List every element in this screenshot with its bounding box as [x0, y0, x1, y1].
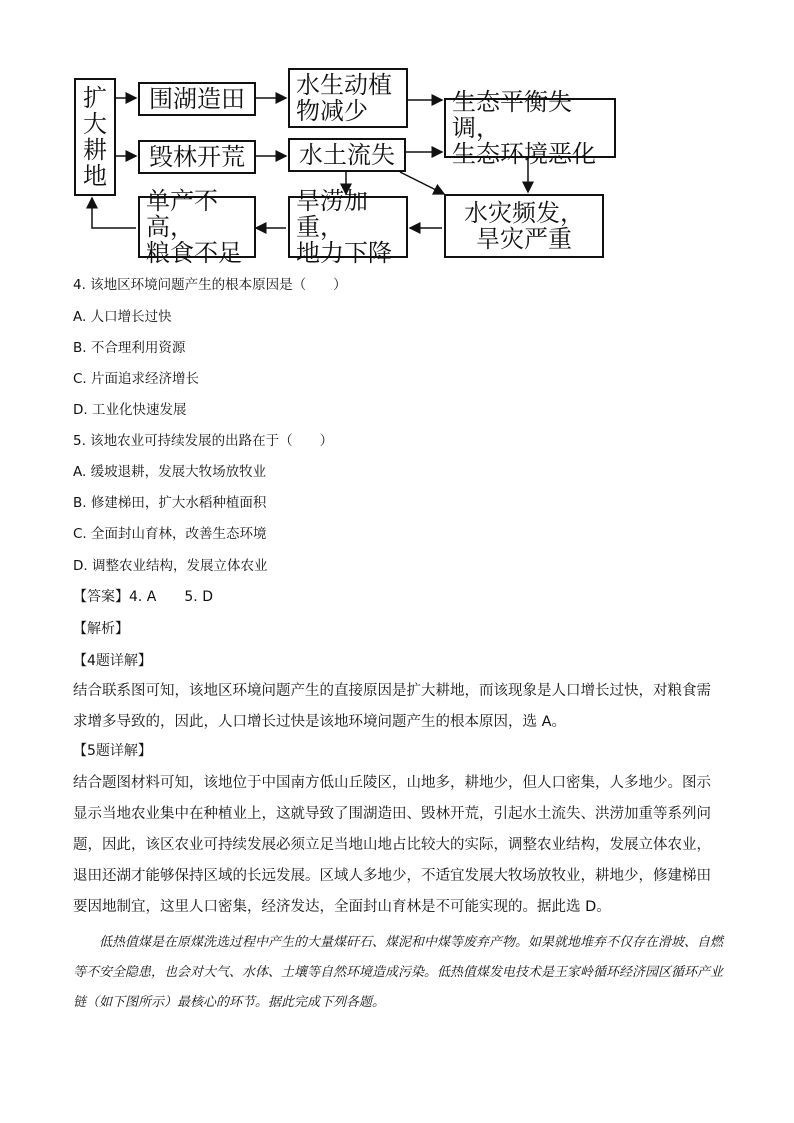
question-5-option-d: D. 调整农业结构，发展立体农业	[73, 558, 268, 574]
q4-detail-text: 结合联系图可知，该地区环境问题产生的直接原因是扩大耕地，而该现象是人口增长过快，对粮食需求增多导致的，因此，人口增长过快是该地环境问题产生的根本原因，选 A。	[73, 683, 711, 730]
box-low-yield: 单产不高， 粮食不足	[138, 196, 256, 258]
material-paragraph: 低热值煤是在原煤洗选过程中产生的大量煤矸石、煤泥和中煤等废弃产物。如果就地堆弃不仅存在滑坡、自燃等不安全隐患，也会对大气、水体、土壤等自然环境造成污染。低热值煤发电技术是王家岭循环经济园区循环产业链（如下图所示）最核心的环节。据此完成下列各题。	[73, 935, 724, 1010]
question-4-stem: 4. 该地区环境问题产生的根本原因是（ ）	[73, 277, 347, 293]
question-4-option-a: A. 人口增长过快	[73, 309, 172, 325]
question-5-option-b: B. 修建梯田，扩大水稻种植面积	[73, 495, 267, 511]
arrow-lowyield-to-expand	[92, 198, 136, 228]
question-4-option-d: D. 工业化快速发展	[73, 402, 187, 418]
box-flood-drought-disaster: 水灾频发， 旱灾严重	[444, 194, 604, 258]
question-5-stem: 5. 该地农业可持续发展的出路在于（ ）	[73, 433, 334, 449]
box-expand-farmland: 扩 大 耕 地	[74, 78, 116, 196]
box-ecology-imbalance: 生态平衡失调， 生态环境恶化	[444, 98, 616, 158]
arrow-erosion-to-flood	[400, 172, 444, 194]
question-5-option-a: A. 缓坡退耕，发展大牧场放牧业	[73, 464, 267, 480]
q5-detail-title: 【5题详解】	[73, 743, 152, 759]
flow-diagram	[60, 60, 620, 270]
q5-detail-text: 结合题图材料可知，该地位于中国南方低山丘陵区，山地多，耕地少，但人口密集，人多地少。图示显示当地农业集中在种植业上，这就导致了围湖造田、毁林开荒，引起水土流失、洪涝加重等系列问题，因此，该区农业可持续发展必须立足当地山地占比较大的实际，调整农业结构，发展立体农业，退田还湖才能够保持区域的长远发展。区域人多地少，不适宜发展大牧场放牧业，耕地少，修建梯田要因地制宜，这里人口密集，经济发达，全面封山育林是不可能实现的。据此选 D。	[73, 775, 711, 915]
question-4-option-c: C. 片面追求经济增长	[73, 371, 200, 387]
q4-detail-title: 【4题详解】	[73, 653, 152, 669]
box-soil-erosion: 水土流失	[288, 138, 406, 172]
answer-line: 【答案】4. A 5. D	[73, 589, 213, 605]
box-drought-flood: 旱涝加重， 地力下降	[288, 196, 408, 258]
question-4-option-b: B. 不合理利用资源	[73, 340, 186, 356]
box-aquatic-decrease: 水生动植 物减少	[288, 68, 408, 128]
question-5-option-c: C. 全面封山育林，改善生态环境	[73, 526, 267, 542]
box-deforestation: 毁林开荒	[138, 140, 256, 174]
box-reclaim-lake: 围湖造田	[138, 82, 256, 116]
analysis-label: 【解析】	[73, 621, 129, 637]
